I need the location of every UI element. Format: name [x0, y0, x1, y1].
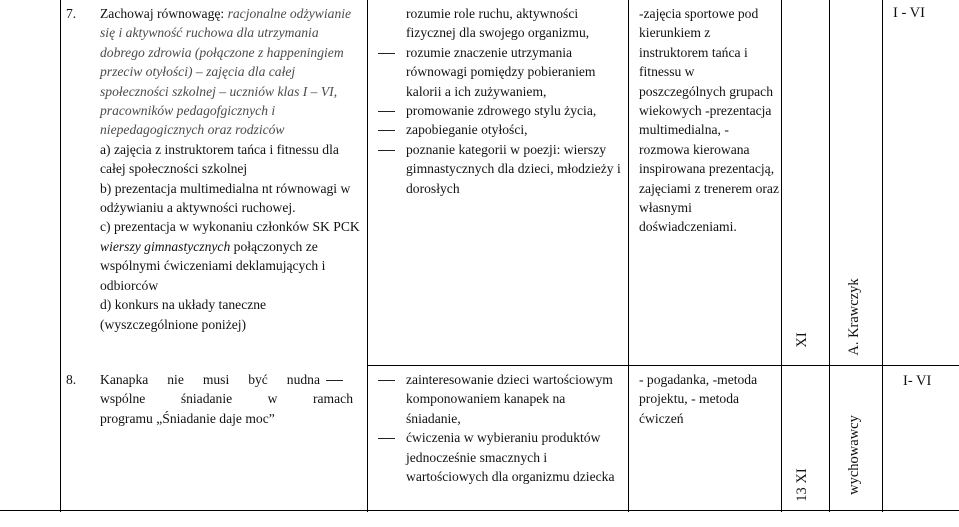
activity-subtitle: racjonalne odżywianie się i aktywność ruchowa dla utrzymania dobrego zdrowia (połączone z happeningiem przeciw otyłości) – zajęcia dla całej społeczności szkolnej – uczniów klas I – VI, pracowników pedagofgicznych i niepedagogicznych oraz rodziców [100, 6, 352, 138]
goal-item: ćwiczenia w wybieraniu produktów jednocześnie smacznych i wartościowych dla organizmu dziecka [375, 428, 623, 486]
activity-item-d: d) konkurs na układy taneczne (wyszczególnione poniżej) [100, 297, 267, 332]
responsible-person: A. Krawczyk [846, 278, 862, 356]
goal-item: zainteresowanie dzieci wartościowym komponowaniem kanapek na śniadanie, [375, 370, 623, 428]
table-border [829, 0, 830, 512]
item-c-text-end: połączonych ze wspólnymi ćwiczeniami deklamujących i odbiorców [100, 238, 326, 293]
table-border [628, 0, 629, 512]
item-c-italic: wierszy gimnastycznych [100, 238, 231, 254]
term: XI [794, 332, 810, 348]
goal-item: promowanie zdrowego stylu życia, [375, 101, 623, 120]
table-bottom-border [0, 510, 959, 511]
activity-item-a: a) zajęcia z instruktorem tańca i fitnessu dla całej społeczności szkolnej [100, 141, 339, 177]
activity-title: Zachowaj równowagę: [100, 6, 228, 21]
methods: -zajęcia sportowe pod kierunkiem z instruktorem tańca i fitnessu w poszczególnych grupach wiekowych -prezentacja multimedialna, -rozmowa kierowana inspirowana prezentacją, zajęciami z trenerem oraz własnymi doświadczeniami. [639, 6, 779, 235]
goal-item: zapobieganie otyłości, [375, 120, 623, 139]
table-border [882, 0, 883, 512]
goal-item: rozumie role ruchu, aktywności fizycznej dla swojego organizmu, [406, 6, 590, 41]
row-divider [367, 365, 959, 366]
row-number: 7. [66, 6, 77, 21]
activity-item-c [100, 217, 362, 295]
activity-description-line: programu „Śniadanie daje moc” [100, 410, 275, 426]
term: 13 XI [794, 468, 810, 502]
activity-title-line [100, 370, 353, 389]
table-border [781, 0, 782, 512]
goal-item: rozumie znaczenie utrzymania równowagi pomiędzy pobieraniem kalorii a ich zużywaniem, [375, 43, 623, 101]
goals-list [375, 370, 623, 486]
activity-description-line: wspólne śniadanie w ramach [100, 391, 353, 407]
methods: - pogadanka, -metoda projektu, - metoda ćwiczeń [639, 372, 758, 426]
table-border [367, 0, 368, 512]
table-border [60, 0, 61, 512]
activity-description [100, 4, 362, 334]
activity-item-b: b) prezentacja multimedialna nt równowagi w odżywianiu a aktywności ruchowej. [100, 180, 351, 216]
activity-title: Kanapka nie musi być nudna [100, 372, 320, 387]
goal-item: poznanie kategorii w poezji: wierszy gimnastycznych dla dzieci, młodzieży i dorosłych [375, 140, 623, 198]
target-classes: I- VI [903, 373, 932, 389]
activity-description [100, 370, 353, 428]
responsible-person: wychowawcy [846, 415, 862, 495]
row-number: 8. [66, 372, 77, 387]
item-c-text: c) prezentacja w wykonaniu członków SK PCK [100, 219, 360, 235]
goals-list [375, 4, 623, 198]
dash-mark [326, 380, 343, 381]
target-classes: I - VI [893, 5, 925, 21]
